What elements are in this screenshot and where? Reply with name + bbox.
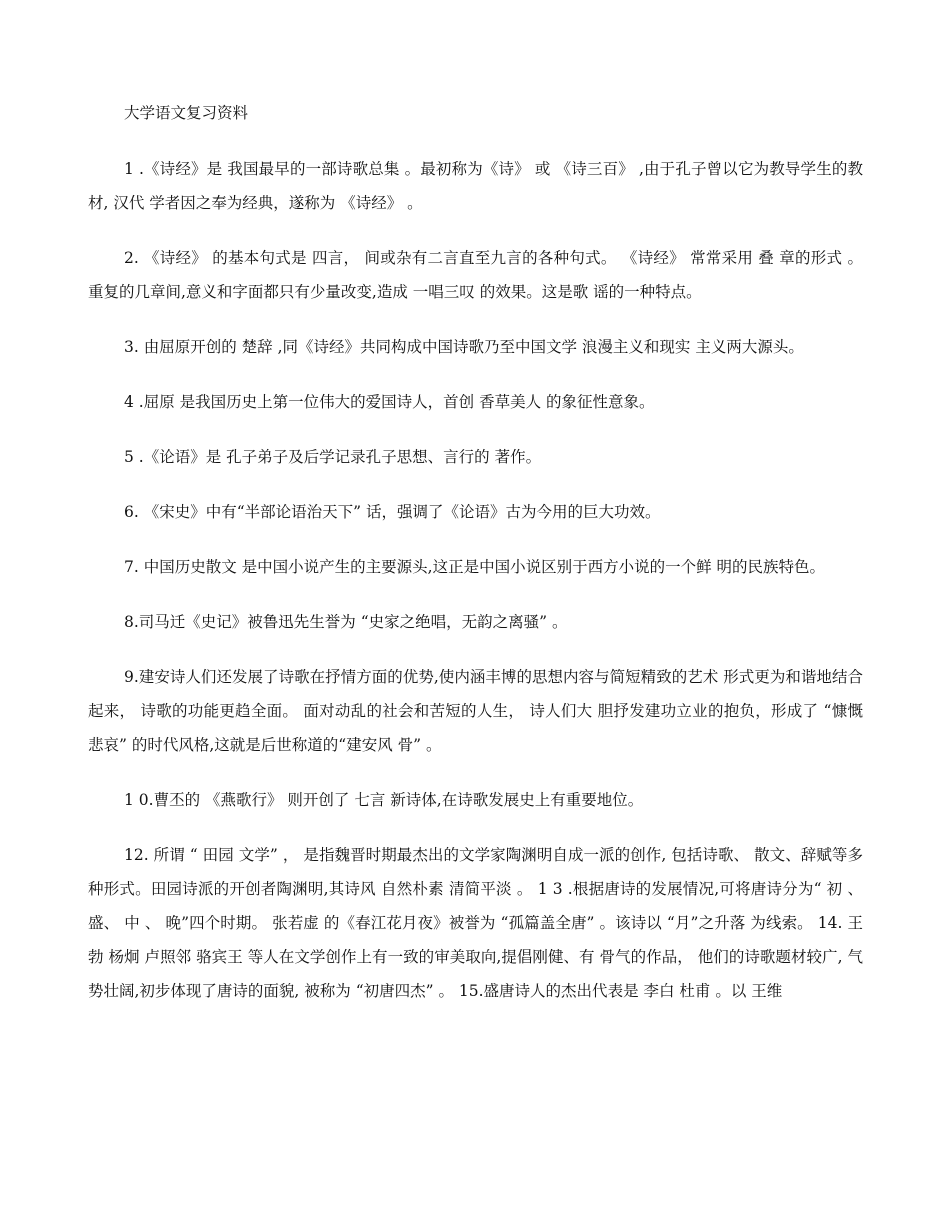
paragraph-1: 1 .《诗经》是 我国最早的一部诗歌总集 。最初称为《诗》 或 《诗三百》 ,由于孔子曾以它为教导学生的教材, 汉代 学者因之奉为经典，遂称为 《诗经》 。 — [88, 160, 863, 212]
paragraph-4: 4 .屈原 是我国历史上第一位伟大的爱国诗人，首创 香草美人 的象征性意象。 — [124, 393, 655, 411]
paragraph-8: 8.司马迁《史记》被鲁迅先生誉为 “史家之绝唱，无韵之离骚” 。 — [124, 613, 568, 631]
paragraph-12: 12. 所谓 “ 田园 文学” ， 是指魏晋时期最杰出的文学家陶渊明自成一派的创作, 包括诗歌、 散文、辞赋等多种形式。田园诗派的开创者陶渊明,其诗风 自然朴素 清简平淡 。 1 3 .根据唐诗的发展情况,可将唐诗分为“ 初 、盛、 中 、 晚”四个时期。 张若虚 的《春江花月夜》被誉为 “孤篇盖全唐” 。该诗以 “月”之升落 为线索。 14. 王勃 杨炯 卢照邻 骆宾王 等人在文学创作上有一致的审美取向,提倡刚健、有 骨气的作品， 他们的诗歌题材较广, 气势壮阔,初步体现了唐诗的面貌, 被称为 “初唐四杰” 。 15.盛唐诗人的杰出代表是 李白 杜甫 。以 王维 — [88, 846, 863, 1000]
document-title: 大学语文复习资料 — [124, 104, 249, 122]
paragraph-7: 7. 中国历史散文 是中国小说产生的主要源头,这正是中国小说区别于西方小说的一个鲜 明的民族特色。 — [124, 558, 825, 576]
document-body — [88, 96, 863, 1008]
paragraph-5: 5 .《论语》是 孔子弟子及后学记录孔子思想、言行的 著作。 — [124, 448, 542, 466]
paragraph-9: 9.建安诗人们还发展了诗歌在抒情方面的优势,使内涵丰博的思想内容与简短精致的艺术 形式更为和谐地结合起来， 诗歌的功能更趋全面。 面对动乱的社会和苦短的人生， 诗人们大 胆抒发建功立业的抱负，形成了 “慷慨悲哀” 的时代风格,这就是后世称道的“建安风 骨” 。 — [88, 668, 863, 754]
paragraph-10: 1 0.曹丕的 《燕歌行》 则开创了 七言 新诗体,在诗歌发展史上有重要地位。 — [124, 791, 644, 809]
paragraph-2: 2. 《诗经》 的基本句式是 四言， 间或杂有二言直至九言的各种句式。 《诗经》 常常采用 叠 章的形式 。重复的几章间,意义和字面都只有少量改变,造成 一唱三叹 的效果。这是歌 谣的一种特点。 — [88, 249, 863, 301]
paragraph-6: 6. 《宋史》中有“半部论语治天下” 话，强调了《论语》古为今用的巨大功效。 — [124, 503, 661, 521]
paragraph-3: 3. 由屈原开创的 楚辞 ,同《诗经》共同构成中国诗歌乃至中国文学 浪漫主义和现实 主义两大源头。 — [124, 338, 804, 356]
